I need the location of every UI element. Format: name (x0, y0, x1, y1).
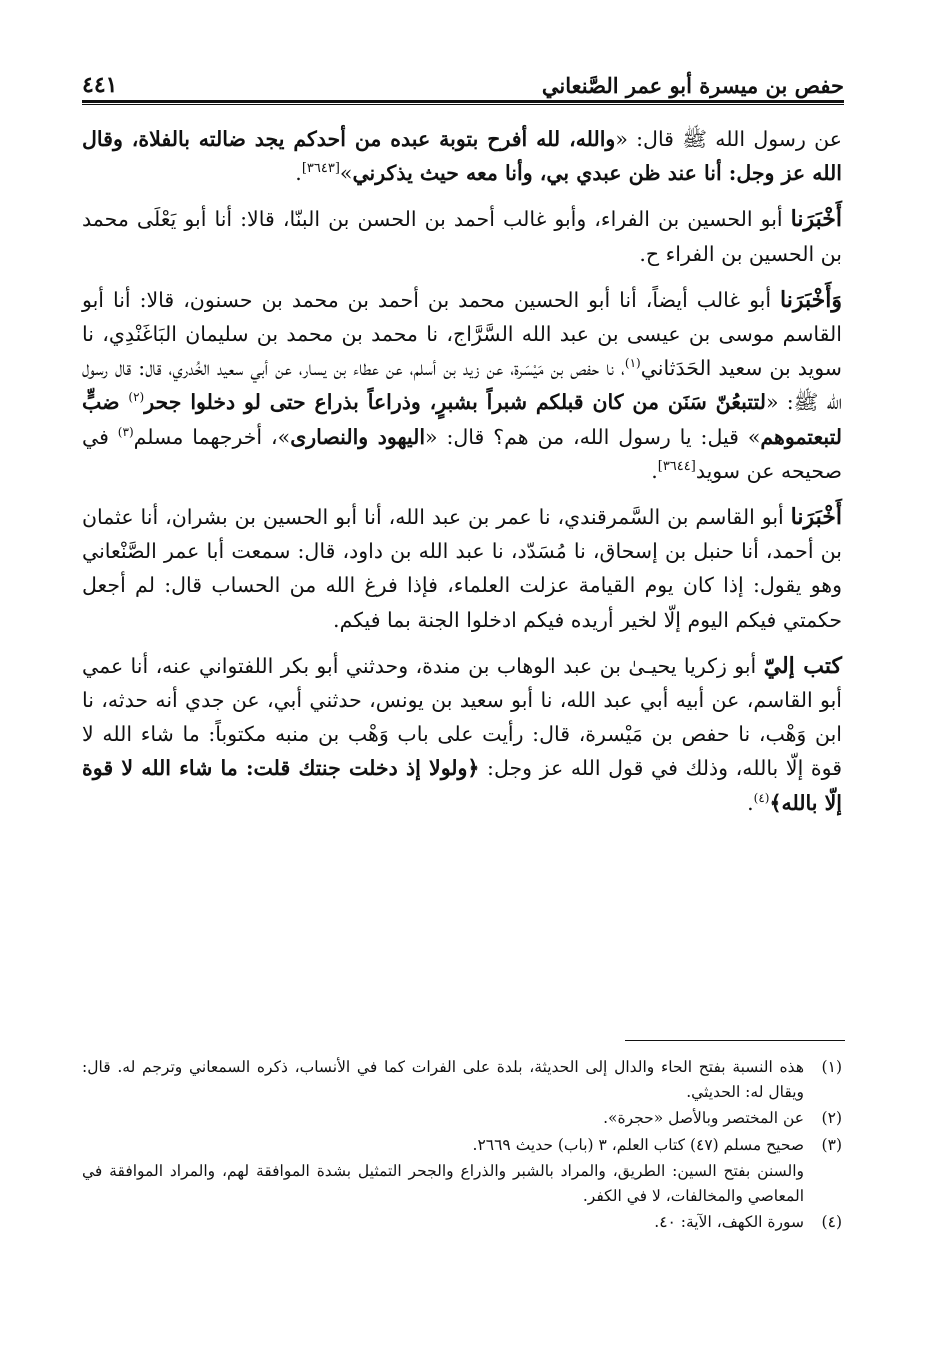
text-run: أبو غالب أيضاً، أنا أبو الحسين محمد بن أحمد بن محمد بن حسنون، قالا: أنا أبو القاسم موسى بن عيسى بن عبد الله السَّرَّاج، نا محمد بن محمد بن سليمان البَاغَنْدِي، نا سويد بن سعيد الحَدَثاني (82, 287, 842, 381)
text-run: أبو القاسم بن السَّمرقندي، نا عمر بن عبد الله، أنا أبو الحسين بن بشران، أنا عثمان بن أحمد، أنا حنبل بن إسحاق، نا مُسَدّد، نا عبد الله بن داود، قال: سمعت أبا عمر الصَّنْعاني وهو يقول: إذا كان يوم القيامة عزلت العلماء، فإذا فرغ الله من الحساب قال: لم أجعل حكمتي فيكم اليوم إلّا لخير أريده فيكم ادخلوا الجنة بما فيكم. (82, 505, 842, 632)
footnote-number: (١) (821, 1058, 842, 1076)
footnote-text: هذه النسبة بفتح الحاء والدال إلى الحديثة، بلدة على الفرات كما في الأنساب، ذكره السمعاني وترجم له. قال: ويقال له: الحديثي. (82, 1058, 804, 1101)
chain-lead-word: وَأَخْبَرَنا (780, 286, 842, 313)
paragraph-3 (82, 283, 842, 488)
footnote-number: (٤) (821, 1213, 842, 1231)
text-run: عن رسول الله ﷺ قال: « (615, 127, 842, 151)
footnote-marker: (١) (624, 356, 641, 371)
footnote-continuation (82, 1159, 842, 1208)
footnote-text: عن المختصر وبالأصل «حجرة». (603, 1109, 804, 1127)
hadith-text: اليهود والنصارى (290, 424, 426, 449)
hadith-text: والله، لله أفرح بتوبة عبده من أحدكم يجد ضالته بالفلاة، وقال الله عز وجل: أنا عند ظن عبدي بي، وأنا معه حيث يذكرني (82, 127, 842, 186)
paragraph-5 (82, 649, 842, 820)
footnote (82, 1106, 842, 1131)
running-title: حفص بن ميسرة أبو عمر الصَّنعاني (541, 73, 844, 98)
footnote-text: صحيح مسلم (٤٧) كتاب العلم، ٣ (باب) حديث ٢٦٦٩. (472, 1135, 804, 1154)
chain-lead-word: كتب إليّ (763, 652, 842, 679)
footnote-text: سورة الكهف، الآية: ٤٠. (654, 1213, 804, 1231)
text-run: ، نا حفص بن مَيْسَرة، عن زيد بن أسلم، عن عطاء بن يسار، عن أبي سعيد الخُدري، قال: قال رسول الله ﷺ: « (82, 356, 842, 415)
footnote-marker: (٢) (128, 390, 145, 405)
text-run: . (295, 161, 302, 186)
paragraph-2 (82, 202, 842, 270)
text-run: . (651, 458, 658, 483)
footnote-number: (٣) (821, 1135, 842, 1154)
page-header (82, 56, 844, 98)
footnote-marker: (٤) (753, 790, 770, 805)
footnote (82, 1055, 842, 1104)
main-text (82, 122, 842, 832)
text-run: أبو زكريا يحيـىٰ بن عبد الوهاب بن مندة، وحدثني أبو بكر اللفتواني عنه، أنا عمي أبو القاسم، عن أبيه أبي عبد الله، نا أبو سعيد بن يونس، حدثني أبي، عن جدي أنه حدثه، نا ابن وَهْب، نا حفص بن مَيْسرة، قال: رأيت على باب وَهْب بن منبه مكتوباً: ما شاء الله لا قوة إلّا بالله، وذلك في قول الله عز وجل: (82, 653, 842, 781)
footnotes (82, 1055, 842, 1237)
text-run: . (747, 790, 754, 815)
footnote-number (804, 1159, 842, 1208)
header-rule (82, 100, 844, 105)
chain-lead-word: أَخْبَرَنا (790, 206, 842, 233)
text-run: في صحيحه عن سويد (82, 424, 842, 483)
text-run: » (339, 161, 353, 186)
footnote (82, 1133, 842, 1158)
quran-verse: ﴿ولولا إذ دخلت جنتك قلت: ما شاء الله لا قوة إلّا بالله﴾ (82, 756, 842, 815)
paragraph-4 (82, 500, 842, 637)
chain-lead-word: أَخْبَرَنا (790, 504, 842, 531)
paragraph-1 (82, 122, 842, 190)
footnote-marker: (٣) (117, 424, 134, 439)
hadith-number: [٣٦٤٤] (657, 459, 696, 474)
page-number: ٤٤١ (82, 72, 118, 98)
footnote-separator (625, 1040, 845, 1041)
footnote-text: والسنن بفتح السين: الطريق، والمراد بالشبر والذراع والجحر التمثيل بشدة الموافقة لهم، والمراد الموافقة في المعاصي والمخالفات، لا في الكفر. (82, 1162, 804, 1205)
hadith-text: لتتبعُنّ سَنَن من كان قبلكم شبراً بشبرٍ، وذراعاً بذراع حتى لو دخلوا جحر (144, 390, 766, 415)
hadith-text: ضبٍّ لتبعتموهم (82, 390, 842, 449)
footnote-number: (٢) (821, 1109, 842, 1127)
hadith-number: [٣٦٤٣] (301, 161, 340, 177)
text-run: »، أخرجهما مسلم (133, 424, 291, 449)
text-run: » قيل: يا رسول الله، من هم؟ قال: « (425, 424, 761, 449)
footnote (82, 1210, 842, 1235)
text-run: أبو الحسين بن الفراء، وأبو غالب أحمد بن الحسن بن البنّا، قالا: أنا أبو يَعْلَى محمد بن الحسين بن الفراء ح. (82, 207, 842, 266)
